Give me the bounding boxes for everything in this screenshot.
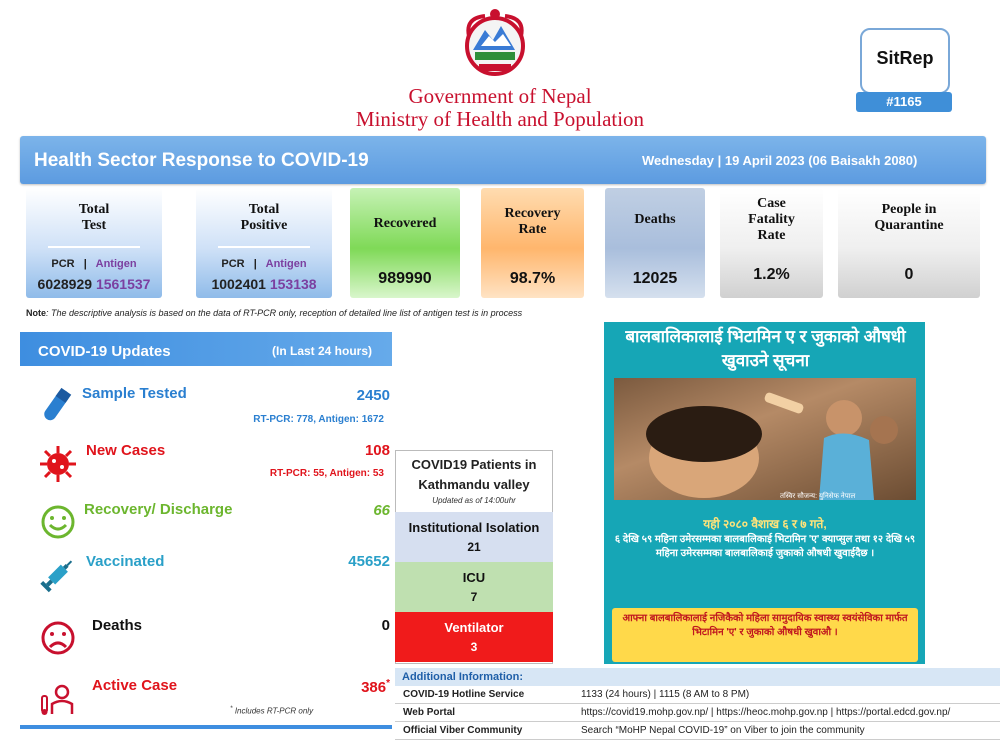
separator: | [83, 258, 87, 270]
syringe-icon [38, 556, 78, 596]
quarantine-card [838, 188, 980, 298]
deaths-value: 0 [381, 617, 390, 634]
card-label: Total [78, 202, 110, 217]
icu-value: 7 [470, 590, 478, 604]
recovery-value: 66 [373, 502, 390, 519]
test-type-row [196, 258, 332, 270]
test-values-row [26, 276, 162, 292]
card-label: Total [248, 202, 280, 217]
ventilator-value: 3 [470, 640, 478, 654]
ministry-title: Ministry of Health and Population [355, 107, 645, 131]
test-tube-icon [36, 386, 76, 426]
poster-credit: तस्विर सौजन्य: युनिसेफ नेपाल [780, 493, 856, 500]
quarantine-value: 0 [904, 266, 914, 283]
active-case-mark: * [386, 678, 390, 689]
card-label: Rate [757, 228, 786, 243]
pcr-value: 6028929 [37, 276, 93, 292]
ventilator-cell [395, 612, 553, 662]
updates-title: COVID-19 Updates [38, 343, 171, 360]
isolation-label: Institutional Isolation [408, 520, 540, 535]
active-case-number: 386 [361, 679, 387, 696]
vaccinated-value: 45652 [348, 553, 390, 570]
cfr-value: 1.2% [753, 266, 790, 283]
icu-label: ICU [462, 570, 486, 585]
isolation-value: 21 [467, 540, 481, 554]
recovery-rate-value: 98.7% [509, 270, 556, 287]
divider [48, 246, 140, 248]
active-case-value [361, 678, 390, 696]
card-label: Fatality [748, 212, 795, 227]
ventilator-label: Ventilator [444, 620, 504, 635]
note-text: : The descriptive analysis is based on the data of RT-PCR only, reception of detailed line list of antigen test is in process [46, 308, 523, 318]
virus-icon [38, 444, 78, 484]
pcr-label: PCR [51, 258, 75, 270]
updates-subtitle: (In Last 24 hours) [272, 344, 373, 358]
banner-title: Health Sector Response to COVID-19 [34, 150, 369, 171]
recovered-value: 989990 [378, 270, 432, 287]
active-case-footnote [230, 705, 313, 716]
card-label: Test [81, 218, 107, 233]
info-row-viber [395, 722, 1000, 740]
new-cases-label: New Cases [86, 442, 166, 459]
card-label: Case [757, 196, 786, 211]
deaths-label: Deaths [92, 617, 143, 634]
positive-values-row [196, 276, 332, 292]
divider [218, 246, 310, 248]
new-cases-breakdown: RT-PCR: 55, Antigen: 53 [269, 468, 384, 479]
pcr-value: 1002401 [211, 276, 266, 292]
note-label: Note [26, 308, 46, 318]
new-cases-value: 108 [364, 442, 390, 459]
card-label: Recovered [373, 216, 437, 231]
recovered-card [350, 188, 460, 298]
sample-tested-value: 2450 [356, 387, 390, 404]
antigen-value: 1561537 [95, 276, 151, 292]
separator: | [253, 258, 257, 270]
deaths-value: 12025 [632, 270, 678, 287]
info-value: 1133 (24 hours) | 1115 (8 AM to 8 PM) [581, 689, 750, 700]
sad-face-icon [38, 618, 78, 658]
smiley-icon [38, 502, 78, 542]
sitrep-number: #1165 [856, 92, 952, 112]
nepal-emblem-icon [455, 6, 535, 80]
card-label: Quarantine [874, 218, 944, 233]
kathmandu-title: COVID19 Patients in Kathmandu valley [411, 457, 537, 492]
recovery-rate-card [481, 188, 584, 298]
antigen-label: Antigen [265, 258, 307, 270]
sample-tested-breakdown: RT-PCR: 778, Antigen: 1672 [253, 414, 384, 425]
test-type-row [26, 258, 162, 270]
vaccinated-label: Vaccinated [86, 553, 165, 570]
info-row-hotline [395, 686, 1000, 704]
sample-tested-label: Sample Tested [82, 385, 187, 402]
additional-info-title: Additional Information: [402, 671, 523, 683]
recovery-label: Recovery/ Discharge [84, 501, 233, 518]
patient-icon [38, 680, 78, 720]
card-label: People in [881, 202, 937, 217]
poster-heading: बालबालिकालाई भिटामिन ए र जुकाको औषधी खुवाउने सूचना [625, 327, 906, 370]
footnote-text: Includes RT-PCR only [232, 706, 314, 716]
total-test-card [26, 188, 162, 298]
info-key: COVID-19 Hotline Service [403, 689, 525, 700]
poster-notice-text: आफ्ना बालबालिकालाई नजिकैको महिला सामुदायिक स्वास्थ्य स्वयंसेविका मार्फत भिटामिन 'ए' र जुकाको औषधी खुवाऔ । [622, 613, 908, 638]
institutional-isolation-cell [395, 512, 553, 562]
active-case-label: Active Case [92, 677, 178, 694]
card-label: Deaths [634, 212, 676, 227]
poster-date: यही २०८० वैशाख ६ र ७ गते, [703, 517, 827, 531]
antigen-value: 153138 [269, 276, 317, 292]
card-label: Rate [518, 222, 547, 237]
case-fatality-card [720, 188, 823, 298]
antigen-label: Antigen [95, 258, 137, 270]
footnote-mark: * [230, 705, 233, 712]
deaths-card [605, 188, 705, 298]
info-key: Web Portal [403, 707, 456, 718]
info-value: Search “MoHP Nepal COVID-19” on Viber to join the community [581, 725, 865, 736]
info-key: Official Viber Community [403, 725, 523, 736]
card-label: Positive [240, 218, 288, 233]
info-row-web-portal [395, 704, 1000, 722]
banner-date: Wednesday | 19 April 2023 (06 Baisakh 2080) [642, 153, 918, 168]
icu-cell [395, 562, 553, 612]
total-positive-card [196, 188, 332, 298]
card-label: Recovery [504, 206, 561, 221]
poster-body: ६ देखि ५९ महिना उमेरसम्मका बालबालिकाई भिटामिन 'ए' क्याप्सुल तथा १२ देखि ५९ महिना उमेरसम्मका बालबालिकाई जुकाको औषधी खुवाईदैछ । [614, 534, 916, 559]
poster-photo [614, 378, 916, 500]
note [26, 308, 522, 318]
updates-bottom-rule [20, 725, 392, 729]
info-value-links[interactable]: https://covid19.mohp.gov.np/ | https://heoc.mohp.gov.np | https://portal.edcd.gov.np/ [581, 707, 951, 718]
government-title: Government of Nepal [408, 84, 592, 108]
sitrep-label: SitRep [876, 48, 934, 68]
kathmandu-updated: Updated as of 14:00uhr [432, 496, 516, 505]
pcr-label: PCR [221, 258, 245, 270]
